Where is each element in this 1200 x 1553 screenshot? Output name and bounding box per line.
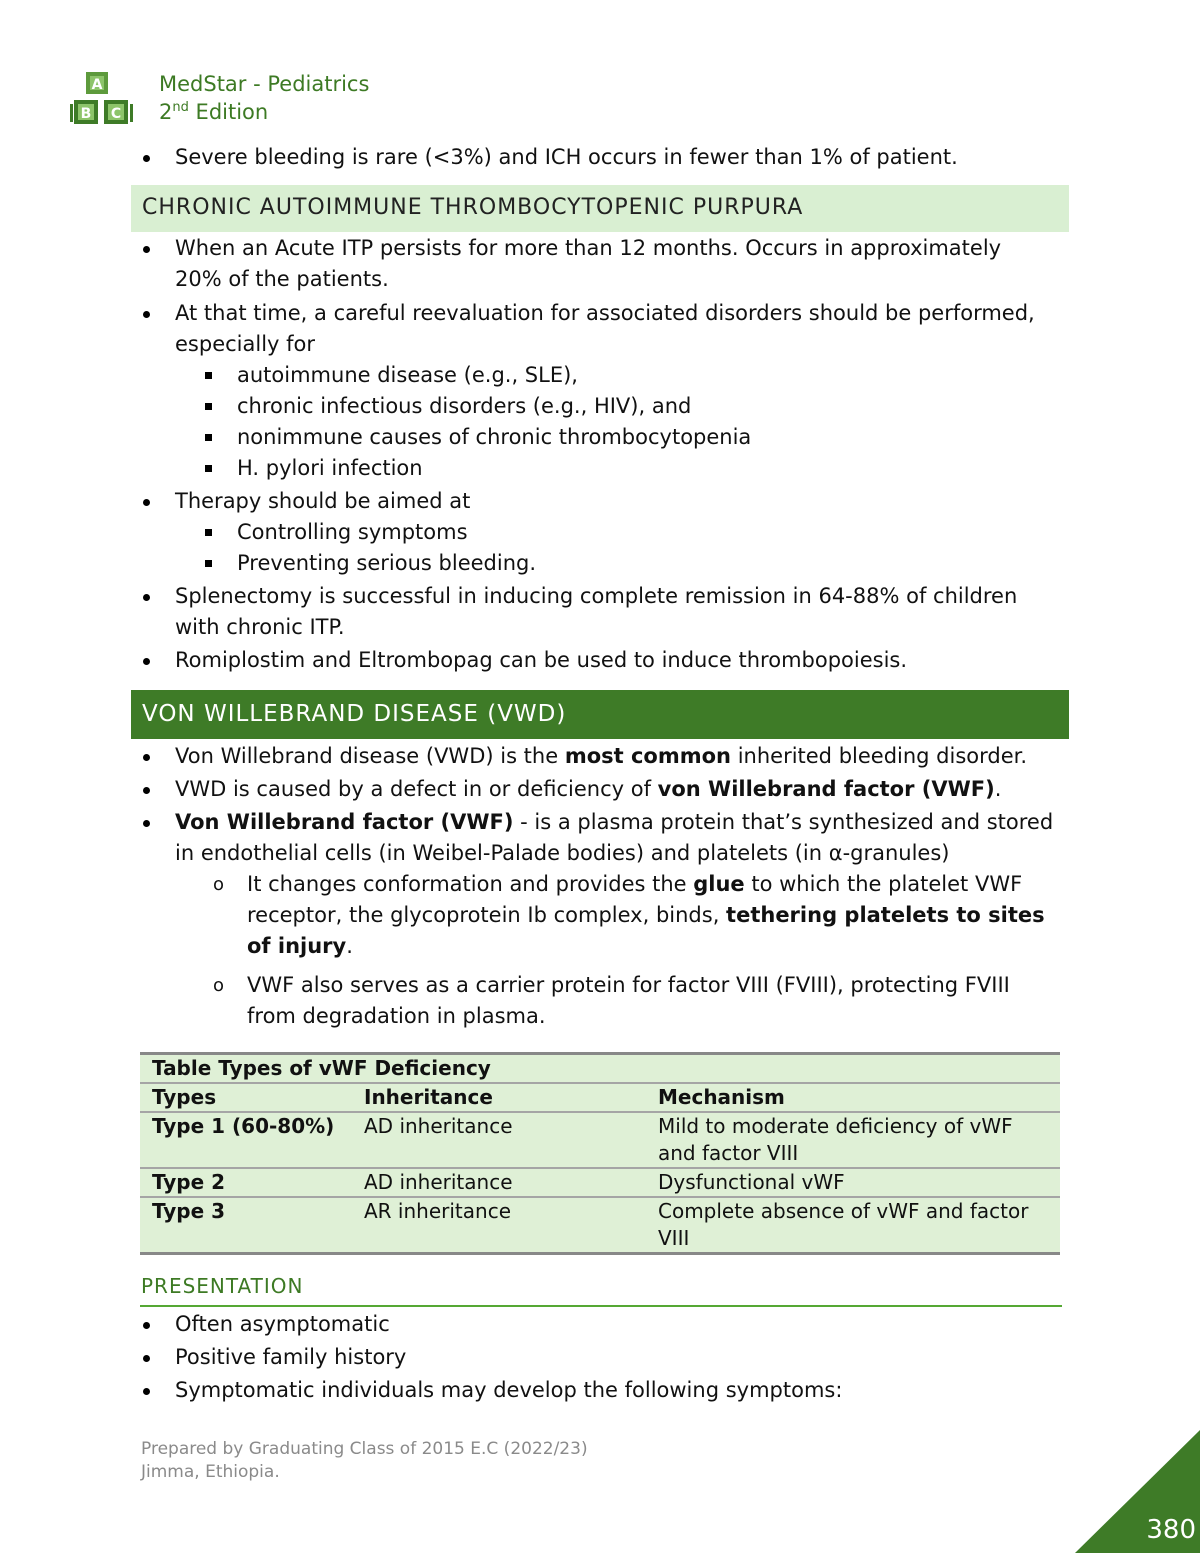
sub-bullet-item: autoimmune disease (e.g., SLE), <box>141 360 1053 391</box>
bullet-item: Positive family history <box>141 1342 1063 1373</box>
abc-blocks-logo <box>70 70 142 130</box>
vwd-list <box>141 741 1063 1032</box>
footer-location: Jimma, Ethiopia. <box>141 1462 280 1482</box>
table-cell: Type 1 (60-80%) <box>140 1112 352 1168</box>
table-title-row <box>140 1054 1060 1084</box>
chronic-itp-list <box>141 233 1053 676</box>
table-cell: Type 3 <box>140 1197 352 1254</box>
table-header-cell: Inheritance <box>352 1083 646 1112</box>
table-header-cell: Types <box>140 1083 352 1112</box>
table-row <box>140 1168 1060 1197</box>
table-header-cell: Mechanism <box>646 1083 1060 1112</box>
table-cell: Dysfunctional vWF <box>646 1168 1060 1197</box>
presentation-divider <box>140 1305 1062 1307</box>
presentation-list <box>141 1309 1063 1406</box>
table-cell: Mild to moderate deficiency of vWF and factor VIII <box>646 1112 1060 1168</box>
sub-bullet-item: Preventing serious bleeding. <box>141 548 1053 579</box>
bullet-item: Therapy should be aimed at <box>141 486 1053 517</box>
logo-letter-b: B <box>80 106 92 122</box>
table-cell: AD inheritance <box>352 1112 646 1168</box>
table-row <box>140 1197 1060 1254</box>
bullet-item: Von Willebrand disease (VWD) is the most common inherited bleeding disorder. <box>141 741 1063 772</box>
logo-letter-a: A <box>91 77 103 93</box>
bullet-item: Symptomatic individuals may develop the following symptoms: <box>141 1375 1063 1406</box>
bullet-item: Often asymptomatic <box>141 1309 1063 1340</box>
table-cell: Complete absence of vWF and factor VIII <box>646 1197 1060 1254</box>
bullet-item: When an Acute ITP persists for more than 12 months. Occurs in approximately 20% of the patients. <box>141 233 1053 295</box>
bullet-item: Splenectomy is successful in inducing complete remission in 64-88% of children with chronic ITP. <box>141 581 1053 643</box>
vwd-heading: VON WILLEBRAND DISEASE (VWD) <box>131 690 1069 739</box>
bullet-item: VWD is caused by a defect in or deficiency of von Willebrand factor (VWF). <box>141 774 1063 805</box>
footer-prepared-by: Prepared by Graduating Class of 2015 E.C (2022/23) <box>141 1439 588 1459</box>
vwf-deficiency-table <box>140 1052 1060 1255</box>
table-title: Table Types of vWF Deficiency <box>140 1054 1060 1084</box>
sub-bullet-item: nonimmune causes of chronic thrombocytopenia <box>141 422 1053 453</box>
brand-title: MedStar - Pediatrics <box>159 72 370 96</box>
page-number: 380 <box>1146 1515 1196 1545</box>
table-header-row <box>140 1083 1060 1112</box>
bullet-item: Von Willebrand factor (VWF) - is a plasma protein that’s synthesized and stored in endothelial cells (in Weibel-Palade bodies) and platelets (in α-granules) <box>141 807 1063 869</box>
bullet-item: Severe bleeding is rare (<3%) and ICH occurs in fewer than 1% of patient. <box>141 142 1071 173</box>
chronic-itp-heading: CHRONIC AUTOIMMUNE THROMBOCYTOPENIC PURPURA <box>131 185 1069 232</box>
table-cell: AR inheritance <box>352 1197 646 1254</box>
sub-bullet-item: H. pylori infection <box>141 453 1053 484</box>
table-cell: AD inheritance <box>352 1168 646 1197</box>
sub-bullet-item: chronic infectious disorders (e.g., HIV), and <box>141 391 1053 422</box>
sub-bullet-item: o VWF also serves as a carrier protein for factor VIII (FVIII), protecting FVIII from degradation in plasma. <box>141 970 1063 1032</box>
sub-bullet-item: o It changes conformation and provides the glue to which the platelet VWF receptor, the glycoprotein Ib complex, binds, tethering platelets to sites of injury. <box>141 869 1063 962</box>
top-bullet-list <box>141 142 1071 173</box>
bullet-item: At that time, a careful reevaluation for associated disorders should be performed, especially for <box>141 298 1053 360</box>
presentation-heading: PRESENTATION <box>141 1274 304 1298</box>
table-row <box>140 1112 1060 1168</box>
sub-bullet-item: Controlling symptoms <box>141 517 1053 548</box>
brand-edition: 2nd Edition <box>159 100 269 124</box>
logo-letter-c: C <box>110 106 122 122</box>
bullet-item: Romiplostim and Eltrombopag can be used to induce thrombopoiesis. <box>141 645 1053 676</box>
table-cell: Type 2 <box>140 1168 352 1197</box>
